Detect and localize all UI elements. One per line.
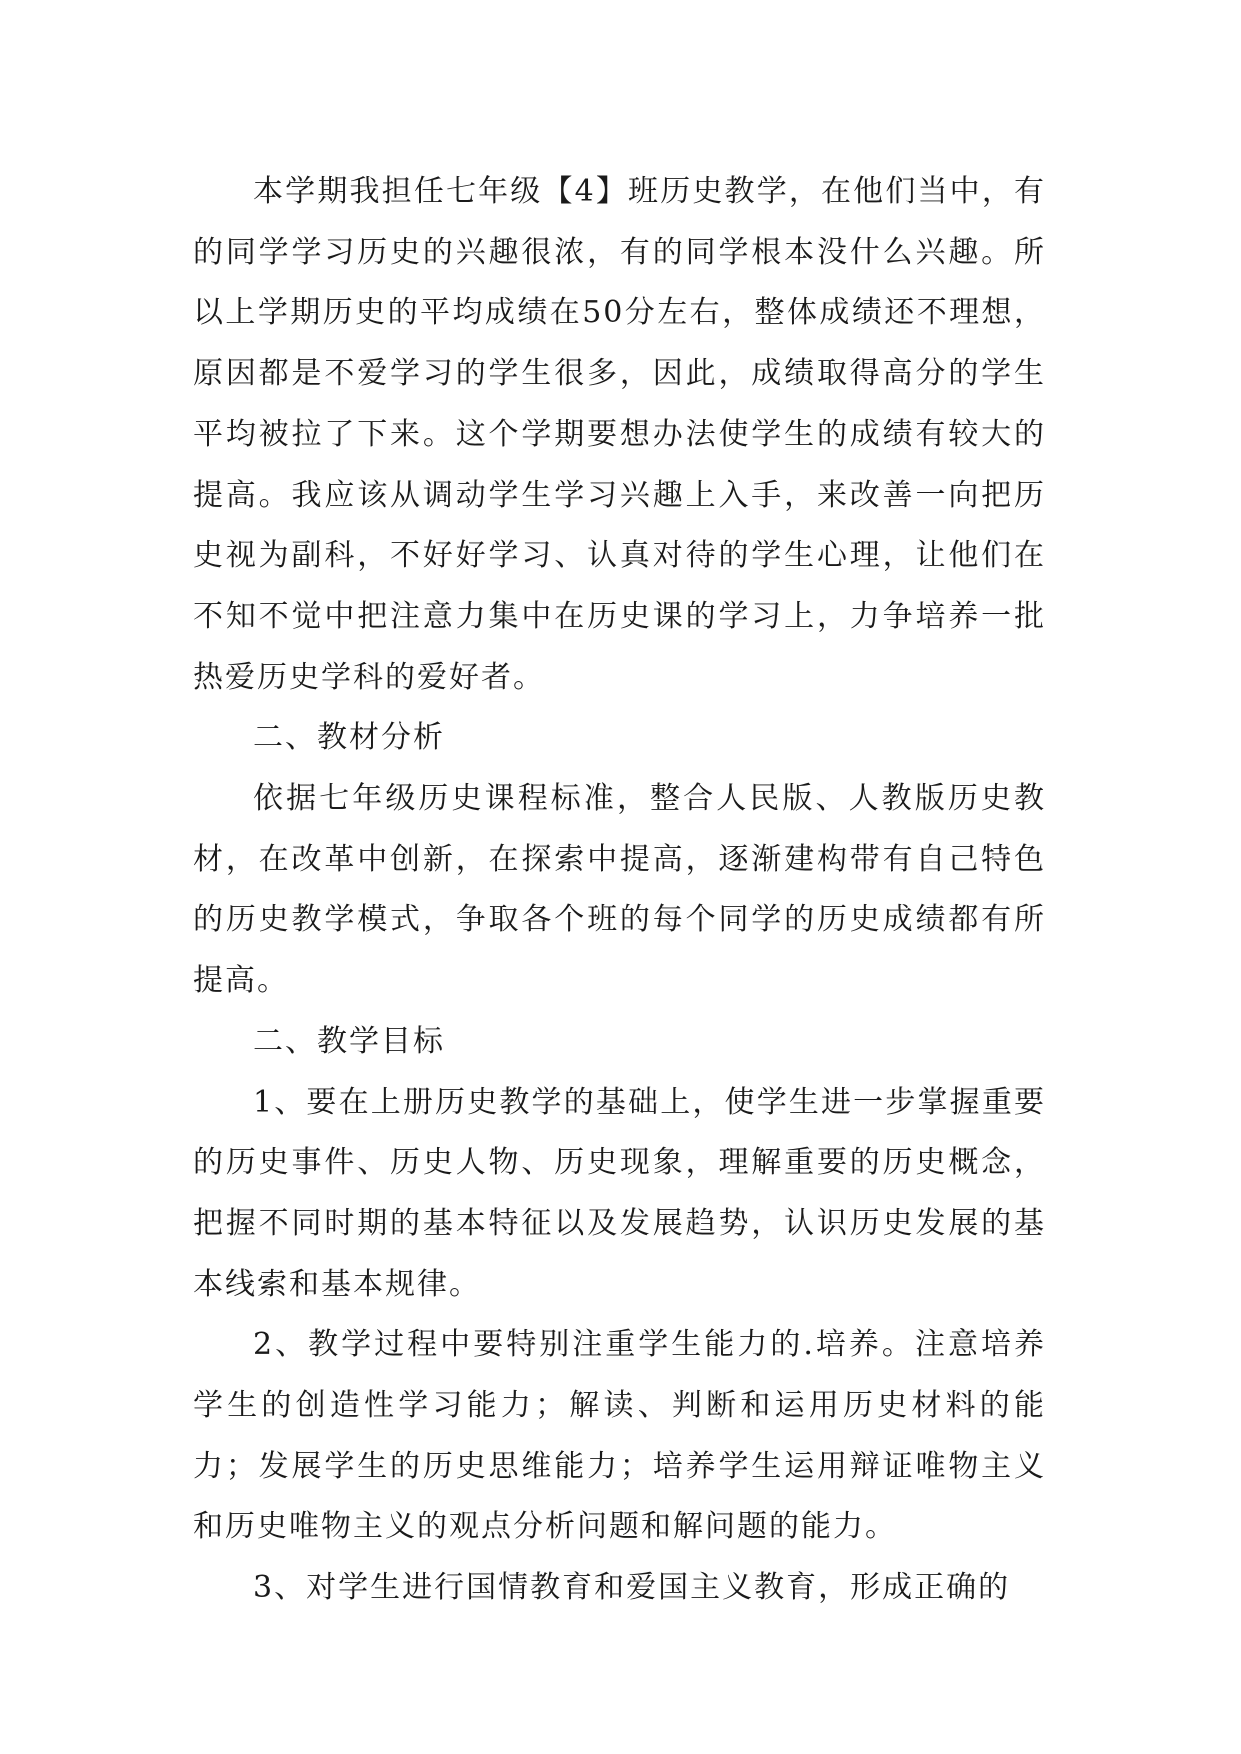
- paragraph-intro: 本学期我担任七年级【4】班历史教学，在他们当中，有的同学学习历史的兴趣很浓，有的同学根本没什么兴趣。所以上学期历史的平均成绩在50分左右，整体成绩还不理想，原因都是不爱学习的学生很多，因此，成绩取得高分的学生平均被拉了下来。这个学期要想办法使学生的成绩有较大的提高。我应该从调动学生学习兴趣上入手，来改善一向把历史视为副科，不好好学习、认真对待的学生心理，让他们在不知不觉中把注意力集中在历史课的学习上，力争培养一批热爱历史学科的爱好者。: [193, 174, 1046, 695]
- section-heading-teaching-goals: 二、教学目标: [253, 1023, 445, 1059]
- section-heading-textbook-analysis: 二、教材分析: [253, 720, 445, 756]
- paragraph-goal-1: 1、要在上册历史教学的基础上，使学生进一步掌握重要的历史事件、历史人物、历史现象，理解重要的历史概念，把握不同时期的基本特征以及发展趋势，认识历史发展的基本线索和基本规律。: [193, 1084, 1046, 1302]
- document-body: [193, 162, 1046, 1619]
- paragraph-goal-3: 3、对学生进行国情教育和爱国主义教育，形成正确的: [253, 1570, 1011, 1606]
- paragraph-goal-2: 2、教学过程中要特别注重学生能力的.培养。注意培养学生的创造性学习能力；解读、判断和运用历史材料的能力；发展学生的历史思维能力；培养学生运用辩证唯物主义和历史唯物主义的观点分析问题和解问题的能力。: [193, 1327, 1046, 1545]
- paragraph-textbook-analysis: 依据七年级历史课程标准，整合人民版、人教版历史教材，在改革中创新，在探索中提高，逐渐建构带有自己特色的历史教学模式，争取各个班的每个同学的历史成绩都有所提高。: [193, 781, 1046, 999]
